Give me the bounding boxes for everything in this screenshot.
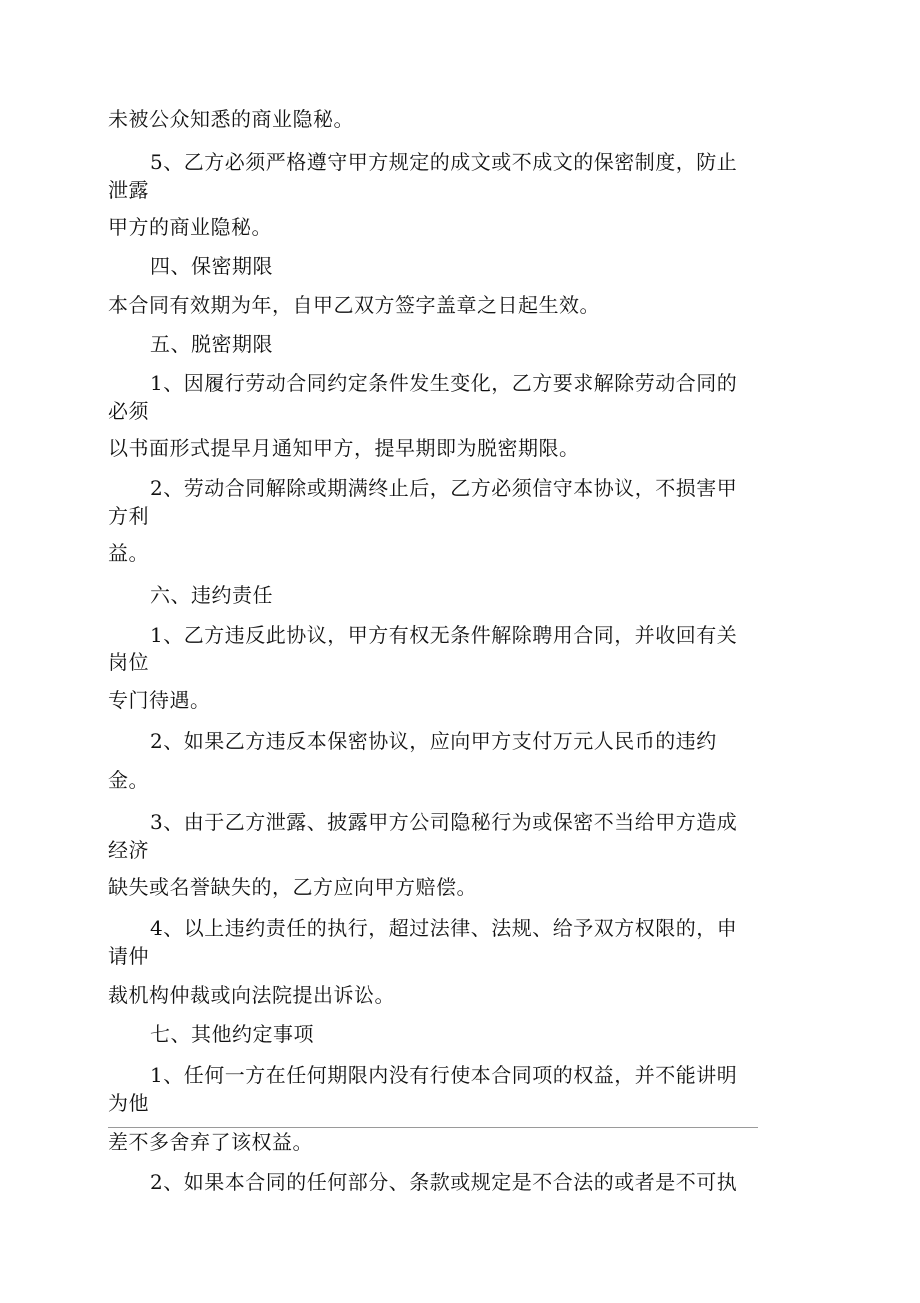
section-heading: 七、其他约定事项 [150,1022,314,1046]
text-line: 2、如果乙方违反本保密协议，应向甲方支付万元人民币的违约 [150,729,717,753]
section-heading: 六、违约责任 [150,583,273,607]
text-line: 必须 [108,399,149,423]
text-line: 5、乙方必须严格遵守甲方规定的成文或不成文的保密制度，防止 [150,150,738,174]
text-line: 益。 [108,541,149,565]
section-heading: 四、保密期限 [150,254,273,278]
text-line: 甲方的商业隐秘。 [108,215,272,239]
text-line: 4、以上违约责任的执行，超过法律、法规、给予双方权限的，申 [150,916,738,940]
text-line: 缺失或名誉缺失的，乙方应向甲方赔偿。 [108,875,477,899]
text-line: 金。 [108,768,149,792]
text-line: 本合同有效期为年，自甲乙双方签字盖章之日起生效。 [108,293,600,317]
text-line: 专门待遇。 [108,688,211,712]
text-line: 经济 [108,838,149,862]
text-line: 2、如果本合同的任何部分、条款或规定是不合法的或者是不可执 [150,1170,738,1194]
section-heading: 五、脱密期限 [150,332,273,356]
text-line: 岗位 [108,650,149,674]
text-line: 差不多舍弃了该权益。 [108,1130,313,1154]
text-line: 为他 [108,1091,149,1115]
text-line: 泄露 [108,178,149,202]
text-line: 以书面形式提早月通知甲方，提早期即为脱密期限。 [108,436,580,460]
text-line: 请仲 [108,944,149,968]
text-line: 未被公众知悉的商业隐秘。 [108,107,354,131]
text-line: 3、由于乙方泄露、披露甲方公司隐秘行为或保密不当给甲方造成 [150,810,738,834]
horizontal-divider [108,1127,758,1128]
text-line: 1、乙方违反此协议，甲方有权无条件解除聘用合同，并收回有关 [150,623,738,647]
text-line: 1、因履行劳动合同约定条件发生变化，乙方要求解除劳动合同的 [150,371,738,395]
text-line: 2、劳动合同解除或期满终止后，乙方必须信守本协议，不损害甲 [150,476,738,500]
text-line: 方利 [108,504,149,528]
text-line: 裁机构仲裁或向法院提出诉讼。 [108,983,395,1007]
text-line: 1、任何一方在任何期限内没有行使本合同项的权益，并不能讲明 [150,1063,738,1087]
